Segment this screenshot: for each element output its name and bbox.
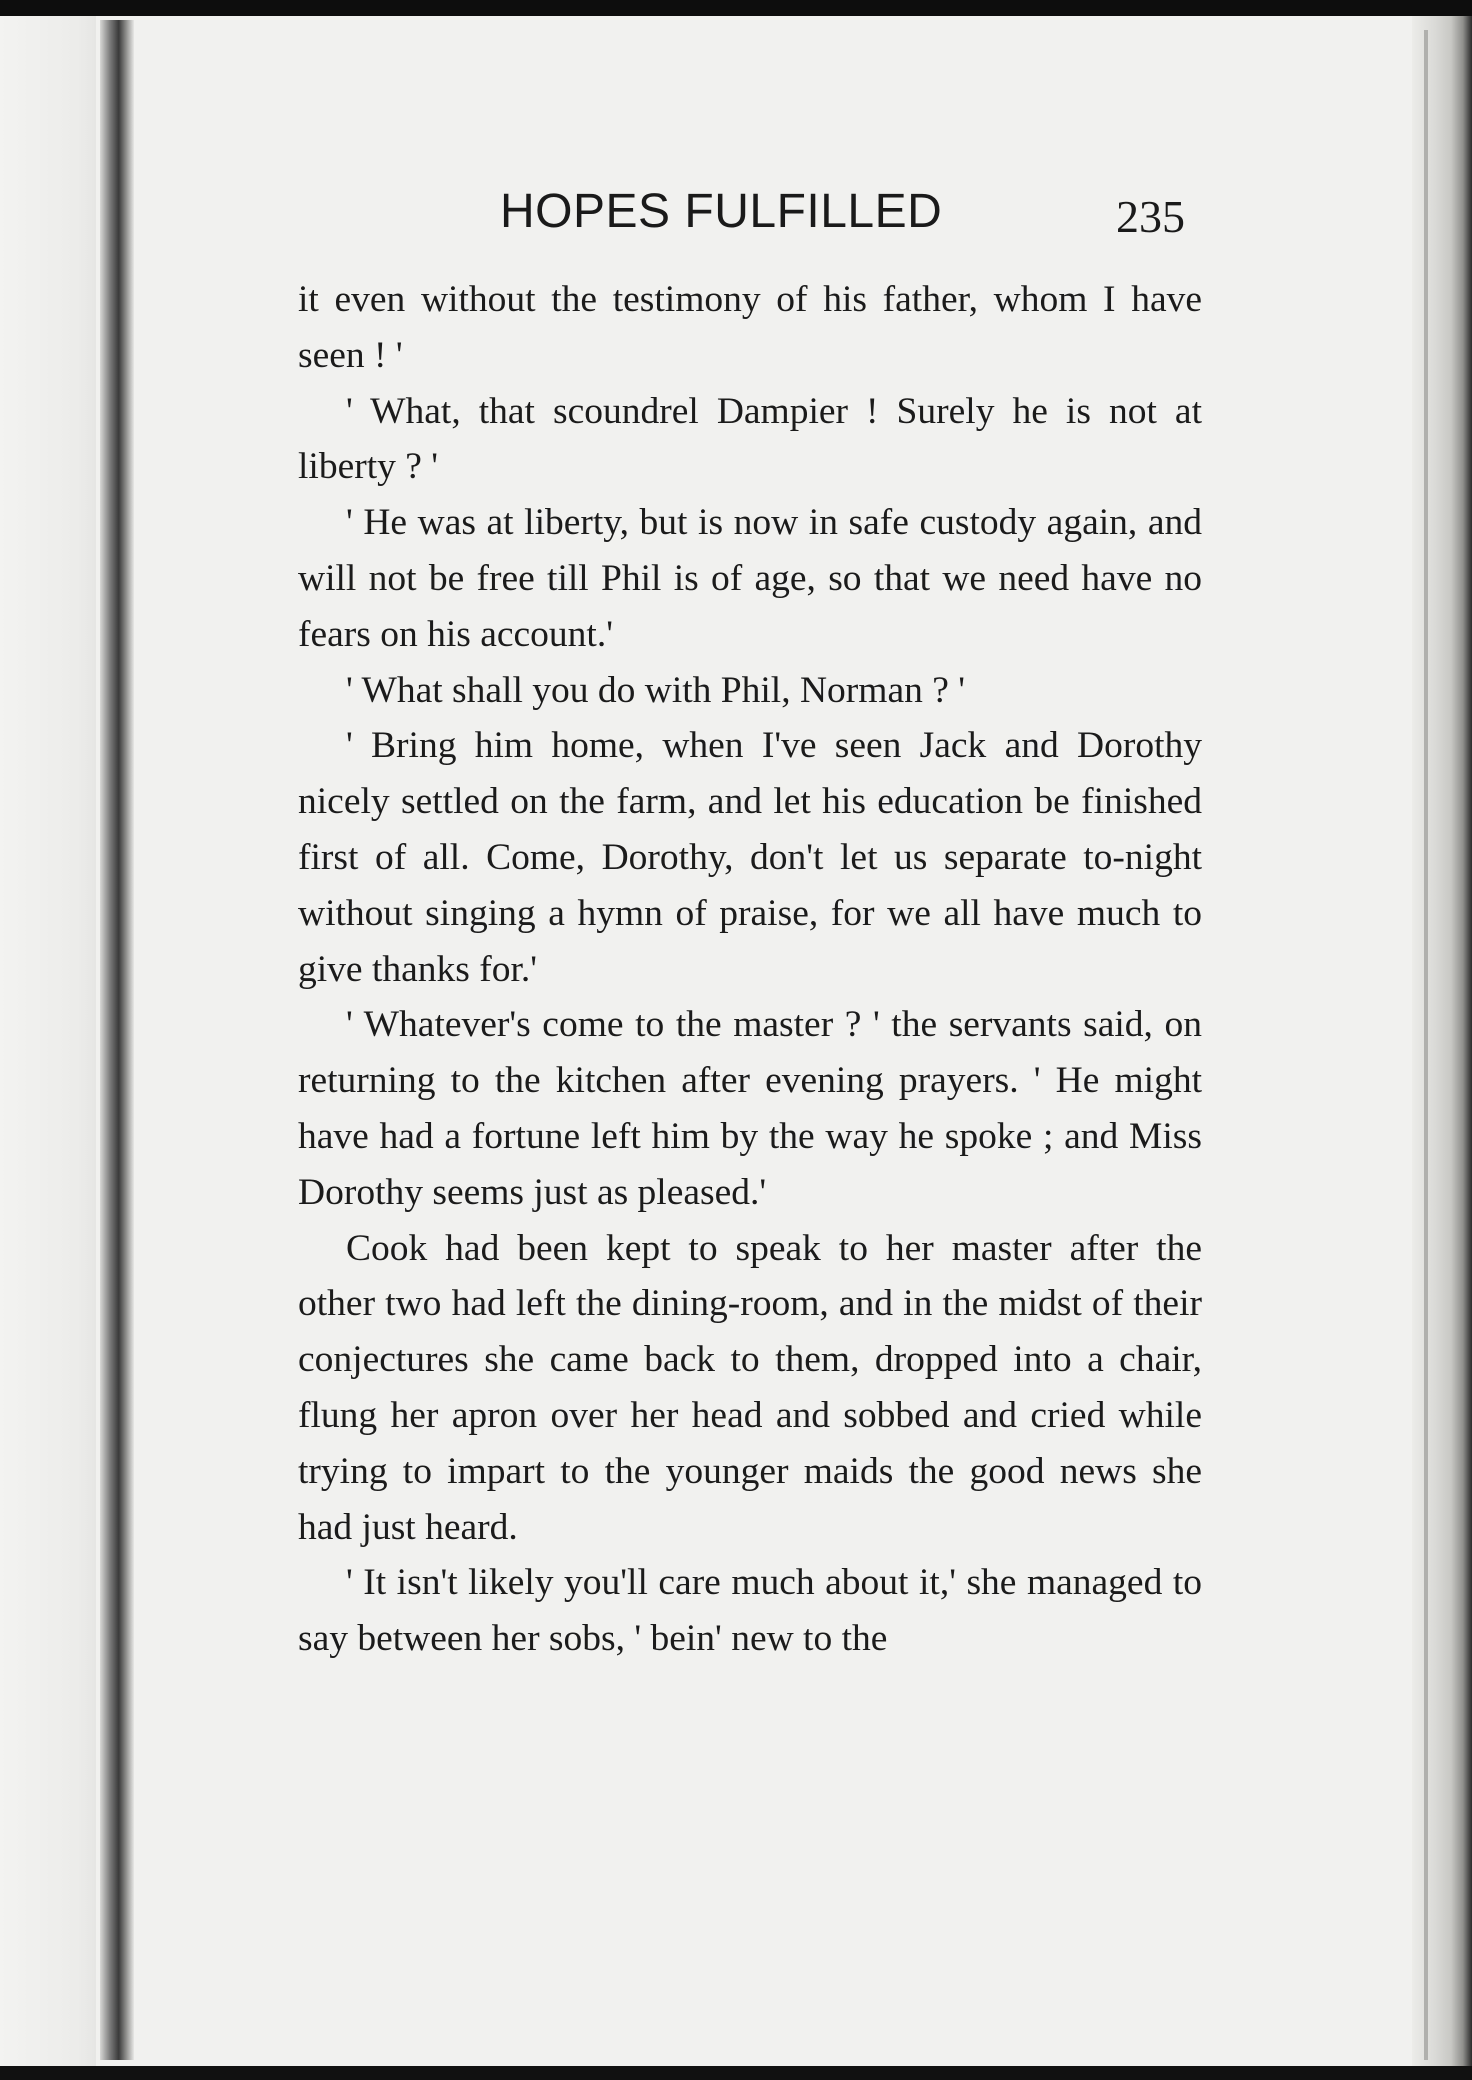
paragraph: ' Bring him home, when I've seen Jack and Dorothy nicely settled on the farm, and let his education be finished first of all. Come, Dorothy, don't let us separate to-night without singing a hymn of praise, for we all have much to give thanks for.': [298, 725, 1202, 990]
paragraph: Cook had been kept to speak to her master after the other two had left the dining-room, and in the midst of their conjectures she came back to them, dropped into a chair, flung her apron over her head and sobbed and cried while trying to impart to the younger maids the good news she had just heard.: [298, 1227, 1202, 1548]
paragraph: ' What shall you do with Phil, Norman ? ': [346, 669, 966, 711]
paragraph: ' It isn't likely you'll care much about it,' she managed to say between her sobs, ' bein' new to the: [298, 1562, 1202, 1660]
paragraph: it even without the testimony of his father, whom I have seen ! ': [298, 279, 1202, 376]
scan-border: [0, 2066, 1472, 2080]
page-edge-line: [1424, 30, 1428, 2060]
page-number: 235: [1116, 191, 1185, 242]
page-block-edge: [1412, 16, 1472, 2068]
paragraph: ' Whatever's come to the master ? ' the servants said, on returning to the kitchen after evening prayers. ' He might have had a fortune left him by the way he spoke ; and Miss Dorothy seems just as pleased.': [298, 1004, 1202, 1213]
paragraph: ' He was at liberty, but is now in safe custody again, and will not be free till Phil is of age, so that we need have no fears on his account.': [298, 502, 1202, 655]
page-header: [300, 184, 1200, 244]
running-head: HOPES FULFILLED: [500, 185, 943, 238]
body-text: [298, 272, 1202, 1667]
paragraph: ' What, that scoundrel Dampier ! Surely he is not at liberty ? ': [298, 390, 1202, 488]
book-spine-gutter: [100, 20, 134, 2060]
